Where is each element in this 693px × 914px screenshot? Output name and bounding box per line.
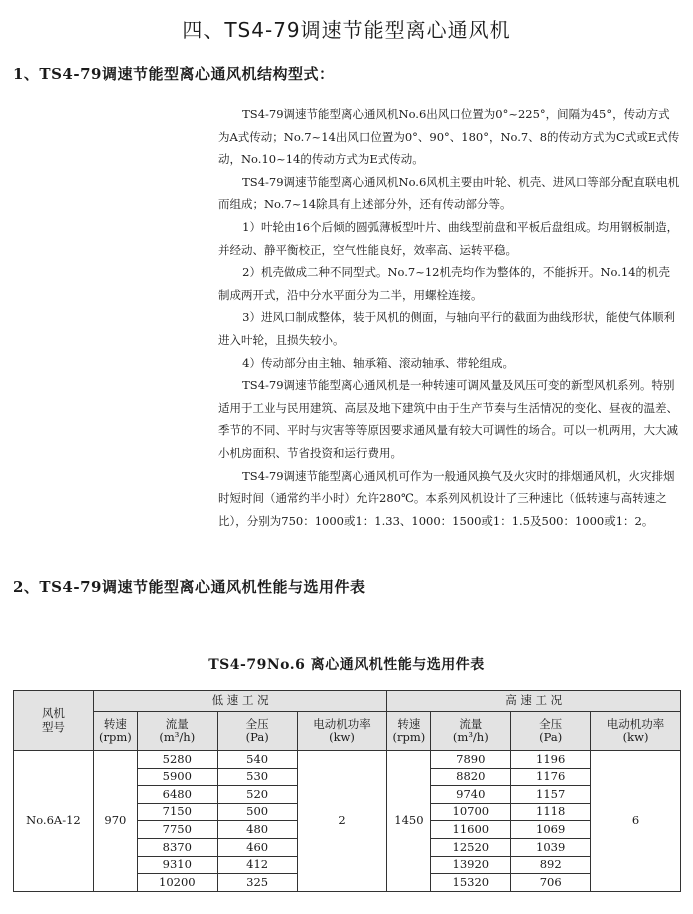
cell-low-flow: 5900: [137, 768, 217, 786]
header-low-speed-group: 低 速 工 况: [93, 691, 387, 712]
cell-low-pressure: 540: [217, 751, 297, 769]
cell-low-pressure: 500: [217, 803, 297, 821]
paragraph: 1）叶轮由16个后倾的圆弧薄板型叶片、曲线型前盘和平板后盘组成。均用钢板制造，并经动、静平衡校正，空气性能良好，效率高、运转平稳。: [218, 219, 679, 257]
cell-low-pressure: 530: [217, 768, 297, 786]
cell-high-flow: 12520: [431, 838, 511, 856]
performance-table: [13, 690, 681, 892]
header-high-power: [591, 712, 681, 751]
header-low-flow: [137, 712, 217, 751]
header-label: 流量 (m³/h): [159, 716, 196, 744]
cell-low-flow: 8370: [137, 838, 217, 856]
header-high-speed-group: 高 速 工 况: [387, 691, 681, 712]
header-label: 转速 (rpm): [392, 716, 426, 744]
paragraph: TS4-79调速节能型离心通风机是一种转速可调风量及风压可变的新型风机系列。特别适用于工业与民用建筑、高层及地下建筑中由于生产节奏与生活情况的变化、昼夜的温差、季节的不同、平时与灾害等等原因要求通风量有较大可调性的场合。可以一机两用，大大减小机房面积、节省投资和运行费用。: [218, 378, 678, 460]
header-label: 流量 (m³/h): [452, 716, 489, 744]
cell-high-pressure: 1157: [511, 786, 591, 804]
header-low-power: [297, 712, 387, 751]
cell-high-pressure: 1118: [511, 803, 591, 821]
cell-high-flow: 13920: [431, 856, 511, 874]
paragraph: TS4-79调速节能型离心通风机No.6风机主要由叶轮、机壳、进风口等部分配直联电机而组成；No.7~14除具有上述部分外，还有传动部分等。: [218, 174, 680, 212]
paragraph: TS4-79调速节能型离心通风机可作为一般通风换气及火灾时的排烟通风机，火灾排烟时短时间（通常约半小时）允许280℃。本系列风机设计了三种速比（低转速与高转速之比），分别为750：1000或1：1.33、1000：1500或1：1.5及500：1000或1：2。: [218, 468, 675, 528]
header-model: [14, 691, 94, 751]
cell-low-flow: 7150: [137, 803, 217, 821]
section-heading-structure: 1、TS4-79调速节能型离心通风机结构型式：: [13, 65, 335, 83]
cell-low-speed: 970: [93, 751, 137, 892]
header-label: 全压 (Pa): [245, 716, 269, 744]
cell-low-flow: 10200: [137, 874, 217, 892]
header-low-pressure: [217, 712, 297, 751]
cell-low-flow: 5280: [137, 751, 217, 769]
header-high-pressure: [511, 712, 591, 751]
cell-model: No.6A-12: [14, 751, 94, 892]
cell-high-pressure: 1176: [511, 768, 591, 786]
cell-high-pressure: 892: [511, 856, 591, 874]
cell-low-pressure: 412: [217, 856, 297, 874]
section-heading-performance: 2、TS4-79调速节能型离心通风机性能与选用件表: [13, 578, 366, 596]
cell-low-flow: 6480: [137, 786, 217, 804]
header-label: 电动机功率 (kw): [313, 716, 371, 744]
cell-low-flow: 9310: [137, 856, 217, 874]
cell-low-pressure: 520: [217, 786, 297, 804]
header-low-speed: [93, 712, 137, 751]
header-model-label: 风机 型号: [41, 706, 65, 734]
cell-high-speed: 1450: [387, 751, 431, 892]
paragraph: 2）机壳做成二种不同型式。No.7~12机壳均作为整体的，不能拆开。No.14的机壳制成两开式，沿中分水平面分为二半，用螺栓连接。: [218, 265, 671, 302]
table-row: [14, 751, 681, 769]
paragraph: TS4-79调速节能型离心通风机No.6出风口位置为0°~225°，间隔为45°，传动方式为A式传动；No.7~14出风口位置为0°、90°、180°，No.7、8的传动方式为C式或E式传动，No.10~14的传动方式为E式传动。: [218, 107, 680, 167]
cell-high-flow: 8820: [431, 768, 511, 786]
paragraph: 3）进风口制成整体，装于风机的侧面，与轴向平行的截面为曲线形状，能使气体顺利进入叶轮，且损失较小。: [218, 310, 675, 347]
structure-description: [218, 103, 680, 532]
cell-low-pressure: 480: [217, 821, 297, 839]
cell-low-pressure: 460: [217, 838, 297, 856]
cell-high-flow: 10700: [431, 803, 511, 821]
cell-high-pressure: 1039: [511, 838, 591, 856]
cell-high-pressure: 1196: [511, 751, 591, 769]
header-high-flow: [431, 712, 511, 751]
cell-high-flow: 15320: [431, 874, 511, 892]
cell-high-flow: 11600: [431, 821, 511, 839]
cell-high-flow: 7890: [431, 751, 511, 769]
cell-high-pressure: 1069: [511, 821, 591, 839]
cell-low-flow: 7750: [137, 821, 217, 839]
cell-high-flow: 9740: [431, 786, 511, 804]
cell-low-power: 2: [297, 751, 387, 892]
header-label: 全压 (Pa): [539, 716, 563, 744]
paragraph: 4）传动部分由主轴、轴承箱、滚动轴承、带轮组成。: [242, 355, 514, 370]
header-label: 电动机功率 (kw): [606, 716, 665, 744]
header-high-speed: [387, 712, 431, 751]
table-title: TS4-79No.6 离心通风机性能与选用件表: [208, 657, 485, 673]
cell-high-power: 6: [591, 751, 681, 892]
page-title: 四、TS4-79调速节能型离心通风机: [182, 18, 511, 42]
cell-low-pressure: 325: [217, 874, 297, 892]
header-label: 转速 (rpm): [99, 716, 132, 744]
cell-high-pressure: 706: [511, 874, 591, 892]
